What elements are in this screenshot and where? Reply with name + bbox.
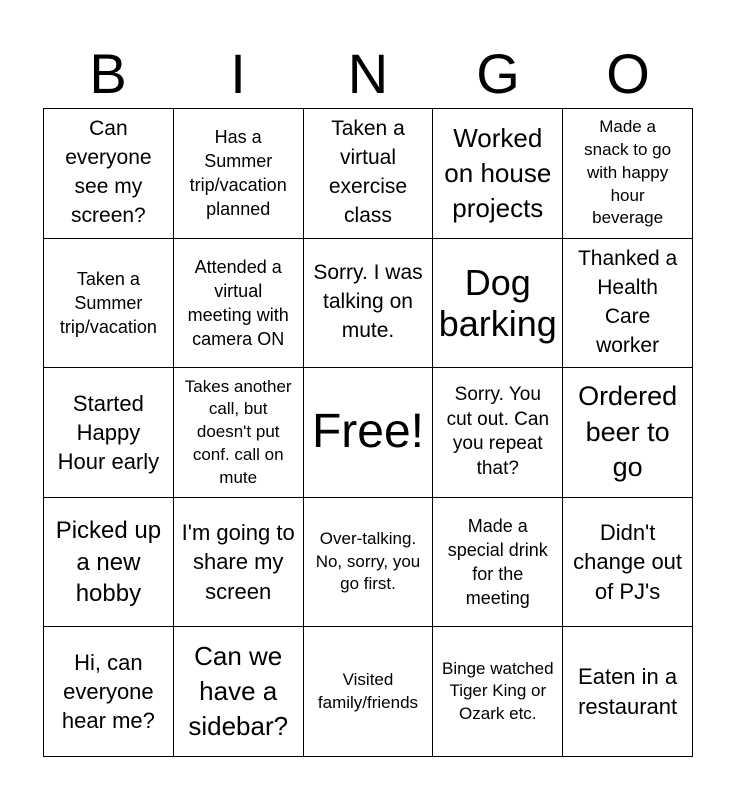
header-letter-i: I [230,42,246,105]
bingo-header [43,40,693,108]
cell-text: Eaten in a restaurant [578,664,678,719]
cell-text: Binge watched Tiger King or Ozark etc. [442,658,554,724]
cell-text: Made a snack to go with happy hour beverage [584,117,672,228]
cell-text: Taken a Summer trip/vacation [59,268,157,337]
bingo-cell-5-3[interactable] [304,627,434,757]
cell-text: Takes another call, but doesn't put conf. call on mute [184,376,292,487]
cell-text: I'm going to share my screen [181,520,295,604]
bingo-cell-3-4[interactable] [433,368,563,498]
cell-text: Worked on house projects [444,123,552,223]
cell-text: Hi, can everyone hear me? [61,649,155,734]
bingo-cell-4-5[interactable] [563,498,693,628]
header-letter-g: G [476,42,520,105]
header-letter-n: N [347,42,389,105]
cell-text: Can everyone see my screen? [65,117,152,228]
cell-text: Can we have a sidebar? [188,641,289,742]
cell-text: Ordered beer to go [578,381,678,483]
cell-text: Sorry. I was talking on mute. [313,261,423,343]
cell-text: Picked up a new hobby [55,517,162,607]
cell-text: Started Happy Hour early [57,390,160,475]
bingo-cell-3-2[interactable] [174,368,304,498]
bingo-cell-1-1[interactable] [44,109,174,239]
bingo-board [43,108,693,757]
bingo-cell-2-3[interactable] [304,239,434,369]
cell-text: Made a special drink for the meeting [447,515,548,609]
bingo-cell-4-2[interactable] [174,498,304,628]
bingo-cell-2-1[interactable] [44,239,174,369]
cell-text: Dog barking [438,261,557,344]
bingo-cell-4-1[interactable] [44,498,174,628]
cell-text: Taken a virtual exercise class [328,117,408,228]
bingo-cell-1-3[interactable] [304,109,434,239]
bingo-cell-4-3[interactable] [304,498,434,628]
cell-text: Thanked a Health Care worker [577,246,678,357]
bingo-cell-4-4[interactable] [433,498,563,628]
bingo-cell-5-2[interactable] [174,627,304,757]
bingo-cell-5-4[interactable] [433,627,563,757]
cell-text: Didn't change out of PJ's [573,520,683,604]
bingo-cell-1-4[interactable] [433,109,563,239]
bingo-cell-3-3 [304,368,434,498]
cell-text: Visited family/friends [317,669,419,712]
cell-text: Has a Summer trip/vacation planned [189,127,287,220]
bingo-cell-2-4[interactable] [433,239,563,369]
bingo-cell-2-5[interactable] [563,239,693,369]
cell-text: Over-talking. No, sorry, you go first. [315,528,421,594]
bingo-cell-1-5[interactable] [563,109,693,239]
header-letter-b: B [89,42,127,105]
free-space: Free! [311,405,424,459]
cell-text: Attended a virtual meeting with camera ON [187,256,289,349]
bingo-cell-3-1[interactable] [44,368,174,498]
bingo-cell-5-1[interactable] [44,627,174,757]
header-letter-o: O [606,42,650,105]
bingo-cell-3-5[interactable] [563,368,693,498]
cell-text: Sorry. You cut out. Can you repeat that? [446,383,550,480]
bingo-cell-1-2[interactable] [174,109,304,239]
bingo-cell-5-5[interactable] [563,627,693,757]
bingo-cell-2-2[interactable] [174,239,304,369]
